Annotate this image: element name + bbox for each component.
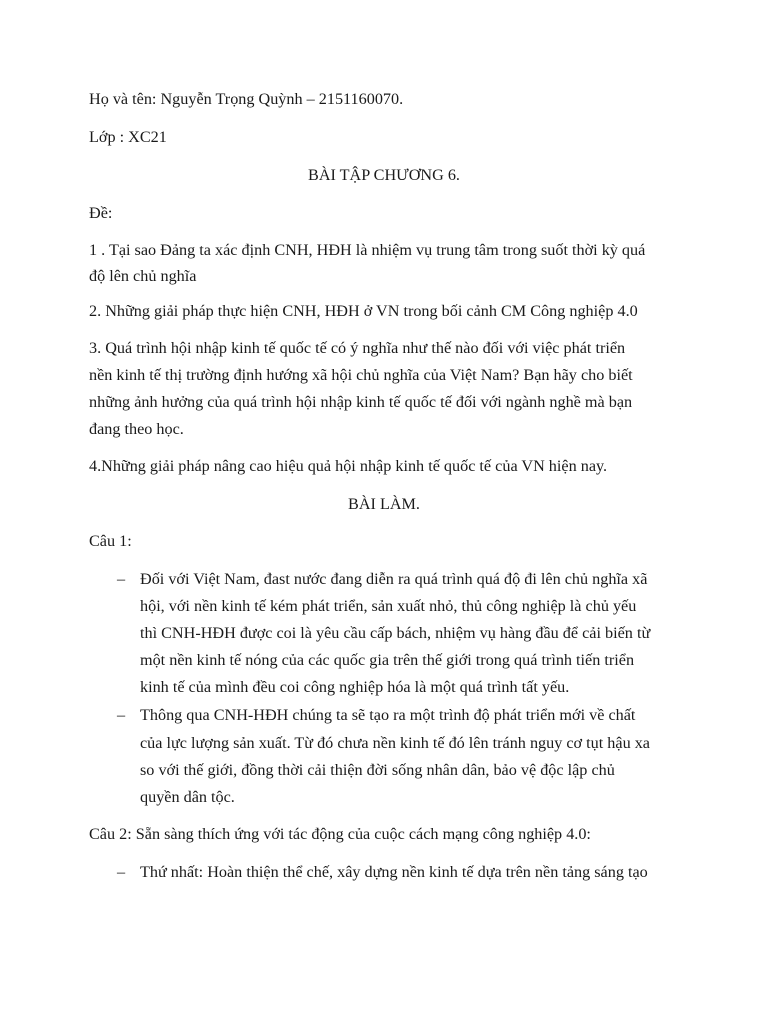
- bullet-line: của lực lượng sản xuất. Từ đó chưa nền kinh tế đó lên tránh nguy cơ tụt hậu xa: [140, 734, 650, 752]
- question-3-line: nền kinh tế thị trường định hướng xã hội chủ nghĩa của Việt Nam? Bạn hãy cho biết: [89, 366, 633, 384]
- bullet-line: kinh tế của mình đều coi công nghiệp hóa là một quá trình tất yếu.: [140, 678, 570, 696]
- bullet-line: hội, với nền kinh tế kém phát triển, sản xuất nhỏ, thủ công nghiệp là chủ yếu: [140, 597, 637, 615]
- question-3-line: những ảnh hưởng của quá trình hội nhập kinh tế quốc tế đối với ngành nghề mà bạn: [89, 393, 633, 411]
- student-name-line: Họ và tên: Nguyễn Trọng Quỳnh – 2151160070.: [89, 90, 404, 108]
- bullet-line: thì CNH-HĐH được coi là yêu cầu cấp bách, nhiệm vụ hàng đầu để cải biến từ: [140, 624, 651, 642]
- bullet-line: một nền kinh tế nóng của các quốc gia trên thế giới trong quá trình tiến triển: [140, 651, 635, 669]
- bullet-line: Thông qua CNH-HĐH chúng ta sẽ tạo ra một trình độ phát triển mới về chất: [140, 706, 636, 724]
- question-4: 4.Những giải pháp nâng cao hiệu quả hội nhập kinh tế quốc tế của VN hiện nay.: [89, 457, 608, 475]
- exercise-title: BÀI TẬP CHƯƠNG 6.: [308, 166, 460, 184]
- cau-2-line: Câu 2: Sẵn sàng thích ứng với tác động của cuộc cách mạng công nghiệp 4.0:: [89, 825, 591, 843]
- bullet-dash: –: [117, 706, 126, 724]
- bullet-dash: –: [117, 570, 126, 588]
- answer-title: BÀI LÀM.: [348, 495, 420, 513]
- question-3-line: đang theo học.: [89, 420, 184, 438]
- bullet-dash: –: [117, 863, 126, 881]
- question-2: 2. Những giải pháp thực hiện CNH, HĐH ở VN trong bối cảnh CM Công nghiệp 4.0: [89, 302, 638, 320]
- question-1-line: 1 . Tại sao Đảng ta xác định CNH, HĐH là nhiệm vụ trung tâm trong suốt thời kỳ quá: [89, 241, 646, 259]
- question-3-line: 3. Quá trình hội nhập kinh tế quốc tế có ý nghĩa như thế nào đối với việc phát triển: [89, 339, 626, 357]
- questions-label: Đề:: [89, 204, 113, 222]
- question-1-line: độ lên chủ nghĩa: [89, 267, 197, 285]
- class-line: Lớp : XC21: [89, 128, 167, 146]
- cau-1-label: Câu 1:: [89, 532, 132, 550]
- bullet-line: Đối với Việt Nam, đast nước đang diễn ra quá trình quá độ đi lên chủ nghĩa xã: [140, 570, 648, 588]
- bullet-line: Thứ nhất: Hoàn thiện thể chế, xây dựng nền kinh tế dựa trên nền tảng sáng tạo: [140, 863, 648, 881]
- bullet-line: so với thế giới, đồng thời cải thiện đời sống nhân dân, bảo vệ độc lập chủ: [140, 761, 615, 779]
- bullet-line: quyền dân tộc.: [140, 788, 235, 806]
